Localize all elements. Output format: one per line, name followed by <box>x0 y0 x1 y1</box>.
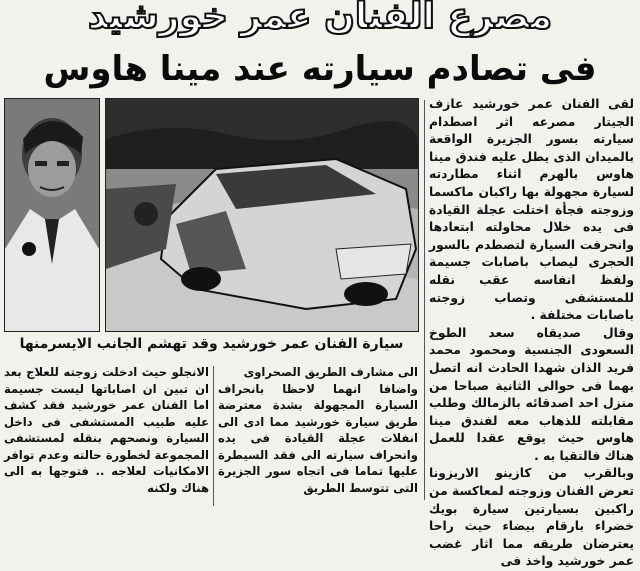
headline-sub: فى تصادم سيارته عند مينا هاوس <box>43 49 597 89</box>
artist-portrait-photo <box>4 98 100 332</box>
headline-top: مصرع الفنان عمر خورشيد <box>87 0 553 37</box>
column-divider <box>424 100 425 500</box>
column-divider-bottom <box>213 366 214 506</box>
photo-caption: سيارة الفنان عمر خورشيد وقد تهشم الجانب الايسرمنها <box>19 336 404 352</box>
article-column-right <box>429 96 634 569</box>
paragraph-hospital: الانجلو حيث ادخلت زوجته للعلاج بعد ان تبين ان اصاباتها ليست جسيمة اما الفنان عمر خورشيد فقد كشف عليه طبيب المستشفى فى داخل السيارة ونصحهم بنقله لمستشفى المجموعة لخطورة حالته وعدم توافر الامكانيات لعلاجه .. فتوجها به الى هناك ولكنه <box>4 365 209 495</box>
photo-area <box>4 98 419 330</box>
paragraph-lead: لقى الفنان عمر خورشيد عازف الجيتار مصرعه اثر اصطدام سيارته بسور الجزيرة الواقعة بالميدان الذى يطل عليه فندق مينا هاوس بالهرم اثناء مطاردته لسيارة مجهولة بها راكبان ماكسما وزوجته فجأة اختلت عجلة القيادة فى يده خلال محاولته ابتعادها وانحرفت السيارة لتصطدم بالسور الحجرى ليصاب باصابات جسيمة ولفظ انفاسه عقب نقله للمستشفى وتصاب زوجته باصابات مختلفة . <box>429 97 634 323</box>
wrecked-car-photo <box>105 98 419 332</box>
article-column-middle <box>218 364 418 506</box>
paragraph-desert-road: الى مشارف الطريق الصحراوى <box>243 365 418 379</box>
paragraph-crash-detail: واضافا انهما لاحظا بانحراف السيارة المجهولة بشدة معترضة طريق سيارة خورشيد مما ادى الى انفلات عجلة القيادة فى يده وانحراف سيارته الى فقد السيطرة عليها تماما فى اتجاه سور الجزيرة التى تتوسط الطريق <box>218 381 418 495</box>
paragraph-witnesses: وقال صديقاه سعد الطوخ السعودى الجنسية ومحمود محمد فريد الذان شهدا الحادث انه اتصل بهما فى حوالى الثانية صباحا من منزل احد اصدقائه بالزمالك وطلب مقابلته للذهاب معه لفندق مينا هاوس حيث يوقع عقدا للعمل هناك فالتقيا به . <box>429 325 634 463</box>
article-column-left <box>4 364 209 506</box>
paragraph-harassment: وبالقرب من كازينو الاريزونا تعرض الفنان وزوجته لمعاكسة من راكبين بسيارتين سيارة بويك خضراء بارقام بيضاء حيث راحا يعترضان طريقه مما اثار غضب عمر خورشيد واخذ فى <box>429 466 634 569</box>
